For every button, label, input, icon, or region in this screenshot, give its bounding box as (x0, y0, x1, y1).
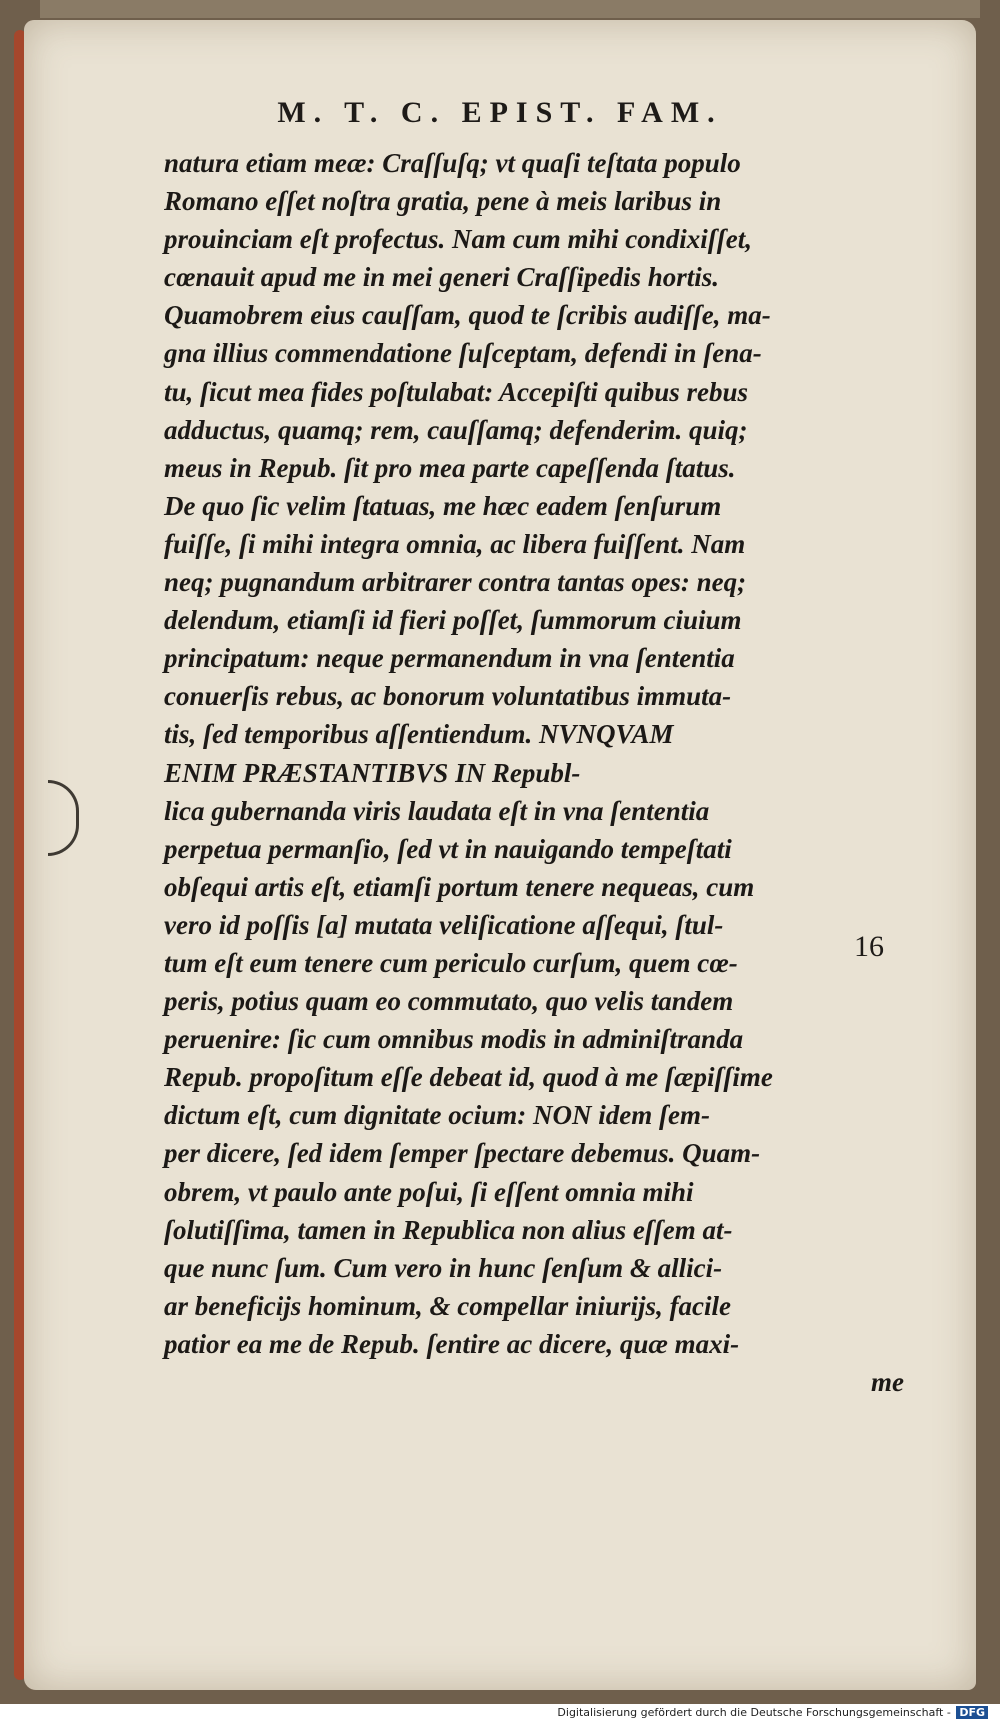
text-line: per dicere, ſed idem ſemper ſpectare debemus. Quam- (164, 1138, 761, 1169)
book-top-edge (40, 0, 980, 18)
text-line: ſolutiſſima, tamen in Republica non alius eſſem at- (164, 1214, 733, 1245)
dfg-logo: DFG (956, 1706, 988, 1719)
text-line: perpetua permanſio, ſed vt in nauigando tempeſtati (164, 833, 732, 864)
text-line: ar beneficijs hominum, & compellar iniurijs, facile (164, 1290, 732, 1321)
digitization-footer (557, 1706, 988, 1719)
text-line: meus in Repub. ſit pro mea parte capeſſenda ſtatus. (164, 452, 736, 483)
text-line: gna illius commendatione ſuſceptam, defendi in ſena- (164, 338, 762, 369)
text-line: que nunc ſum. Cum vero in hunc ſenſum & allici- (164, 1252, 723, 1283)
text-line: peruenire: ſic cum omnibus modis in adminiſtranda (164, 1024, 744, 1055)
text-line: natura etiam meæ: Craſſuſq; vt quaſi teſtata populo (164, 148, 741, 178)
text-line: obrem, vt paulo ante poſui, ſi eſſent omnia mihi (164, 1176, 694, 1207)
text-line: principatum: neque permanendum in vna ſententia (164, 643, 735, 674)
text-line: tum eſt eum tenere cum periculo curſum, quem cœ- (164, 947, 738, 978)
text-line: fuiſſe, ſi mihi integra omnia, ac libera fuiſſent. Nam (164, 528, 746, 559)
margin-number: 16 (854, 930, 884, 963)
text-line: delendum, etiamſi id fieri poſſet, ſummorum ciuium (164, 605, 742, 636)
text-line: neq; pugnandum arbitrarer contra tantas opes: neq; (164, 567, 747, 598)
text-line: adductus, quamq; rem, cauſſamq; defenderim. quiq; (164, 414, 748, 445)
text-line: peris, potius quam eo commutato, quo velis tandem (164, 986, 734, 1017)
text-line: tu, ſicut mea fides poſtulabat: Accepiſti quibus rebus (164, 376, 748, 407)
binding-thread (48, 780, 79, 856)
text-line: prouinciam eſt profectus. Nam cum mihi condixiſſet, (164, 224, 752, 255)
text-line: vero id poſſis [a] mutata veliſicatione aſſequi, ſtul- (164, 909, 724, 940)
body-text (164, 144, 934, 1401)
text-line: ENIM PRÆSTANTIBVS IN Republ- (164, 757, 581, 788)
text-line: tis, ſed temporibus aſſentiendum. NVNQVAM (164, 719, 674, 750)
text-line: dictum eſt, cum dignitate ocium: NON idem ſem- (164, 1100, 710, 1131)
text-line: conuerſis rebus, ac bonorum voluntatibus immuta- (164, 681, 732, 712)
text-line: Romano eſſet noſtra gratia, pene à meis laribus in (164, 186, 722, 217)
running-header: M. T. C. EPIST. FAM. (277, 96, 723, 129)
footer-text: Digitalisierung gefördert durch die Deutsche Forschungsgemeinschaft - (557, 1706, 951, 1719)
text-line: cœnauit apud me in mei generi Craſſipedis hortis. (164, 262, 720, 293)
catchword: me (871, 1367, 904, 1397)
text-line: lica gubernanda viris laudata eſt in vna ſententia (164, 795, 710, 826)
text-line: patior ea me de Repub. ſentire ac dicere, quæ maxi- (164, 1328, 740, 1359)
text-line: Repub. propoſitum eſſe debeat id, quod à me ſæpiſſime (164, 1062, 773, 1093)
text-line: obſequi artis eſt, etiamſi portum tenere nequeas, cum (164, 871, 755, 902)
text-line: De quo ſic velim ſtatuas, me hæc eadem ſenſurum (164, 490, 722, 521)
book-page (24, 20, 976, 1690)
text-line: Quamobrem eius cauſſam, quod te ſcribis audiſſe, ma- (164, 300, 771, 331)
